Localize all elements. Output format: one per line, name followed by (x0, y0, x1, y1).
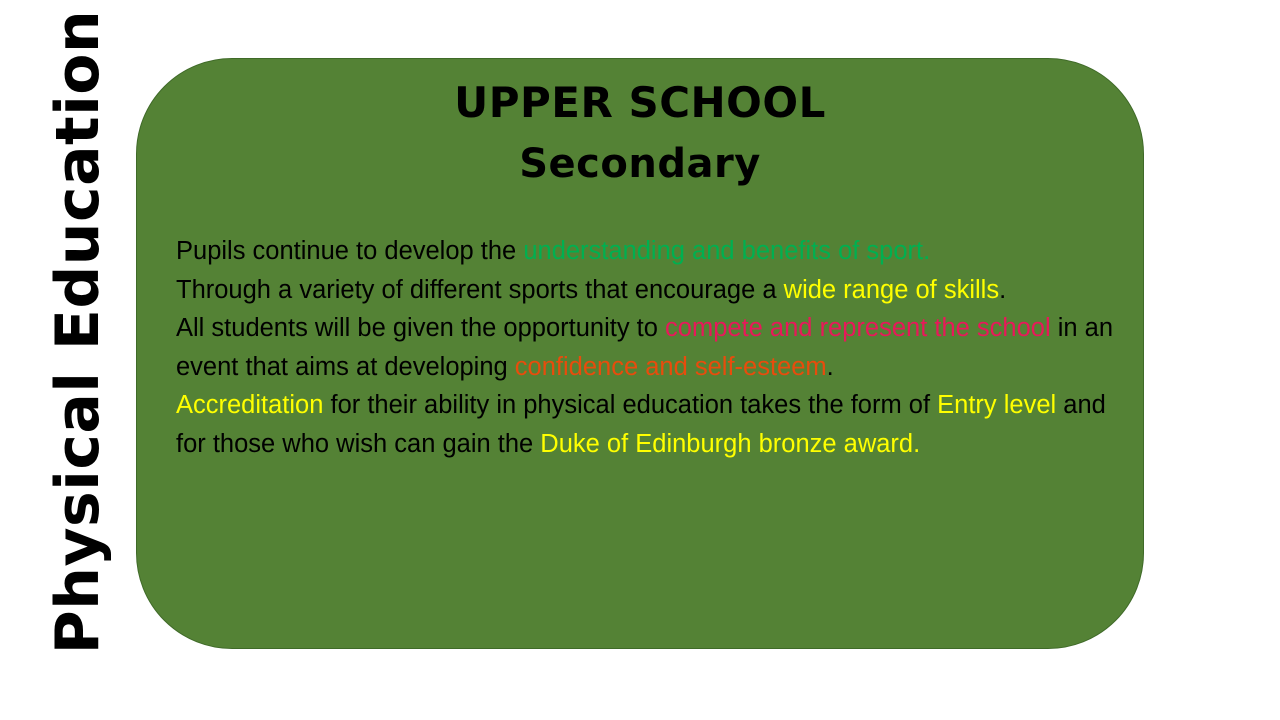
highlight-understanding: understanding and benefits of sport. (523, 237, 931, 265)
paragraph (176, 271, 1116, 310)
heading-secondary: Secondary (519, 141, 761, 187)
text-segment: Pupils continue to develop the (176, 237, 524, 265)
highlight-accreditation: Accreditation (176, 391, 324, 419)
highlight-duke-award: Duke of Edinburgh bronze award. (540, 429, 921, 458)
content-panel (136, 58, 1144, 649)
side-title: Physical Education (43, 9, 113, 655)
paragraph (176, 232, 1116, 271)
text-segment: All students will be given the opportunity to (176, 314, 666, 342)
heading-upper-school: UPPER SCHOOL (454, 78, 826, 127)
highlight-wide-range: wide range of skills (783, 275, 1000, 304)
text-segment: . (826, 352, 834, 381)
highlight-entry-level: Entry level (937, 391, 1057, 419)
text-segment: Through a variety of different sports that encourage a (176, 275, 784, 304)
text-segment: and for those who wish can gain the (176, 391, 1106, 458)
body-text (176, 232, 1116, 463)
highlight-compete: compete and represent the school (665, 314, 1051, 342)
highlight-confidence: confidence and self-esteem (514, 352, 827, 381)
text-segment: in an event that aims at developing (176, 314, 1114, 381)
text-segment: . (999, 275, 1007, 304)
paragraph (176, 386, 1116, 463)
paragraph (176, 309, 1116, 386)
text-segment: for their ability in physical education takes the form of (323, 391, 938, 419)
